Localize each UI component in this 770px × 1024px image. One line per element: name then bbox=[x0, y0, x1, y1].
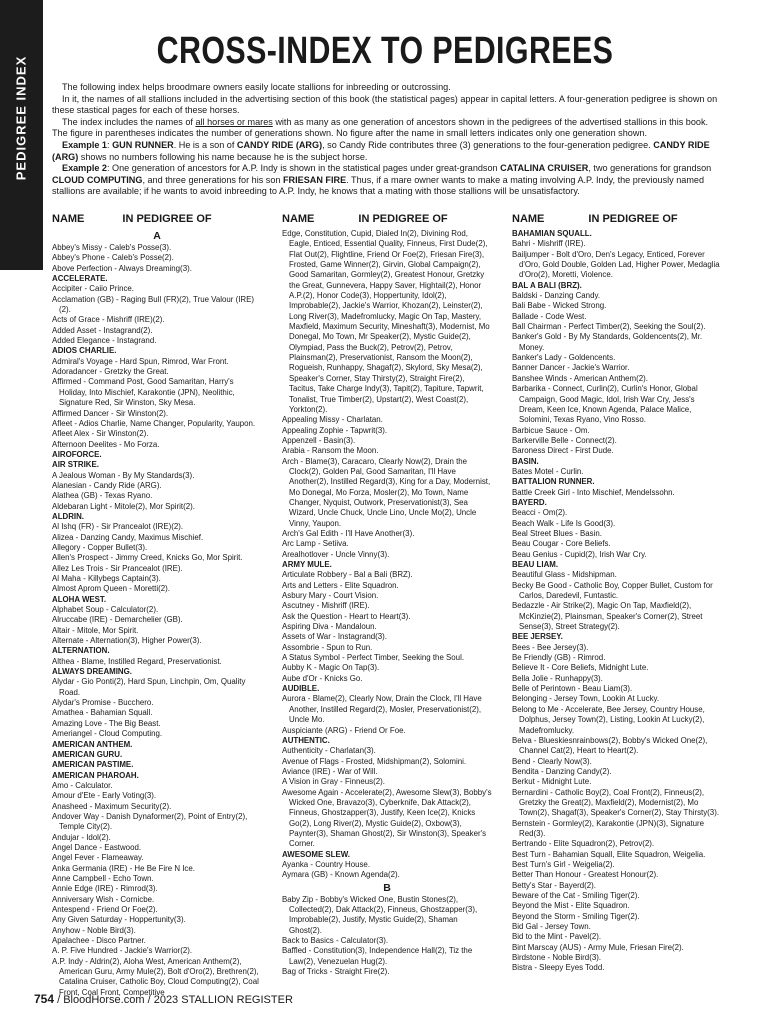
index-entry: Amazing Love - The Big Beast. bbox=[52, 718, 161, 728]
index-entry: Bint Marscay (AUS) - Army Mule, Friesan Fire(2). bbox=[512, 942, 684, 952]
index-entry: Ayanka - Country House. bbox=[282, 859, 371, 869]
index-entry: Banker's Gold - By My Standards, Goldencents(2), Mr. Money. bbox=[512, 332, 703, 352]
index-entry: Bid Gal - Jersey Town. bbox=[512, 922, 591, 932]
index-entry: A. P. Five Hundred - Jackie's Warrior(2). bbox=[52, 946, 193, 956]
index-entry: Bailjumper - Bolt d'Oro, Den's Legacy, Enticed, Forever d'Oro, Gold Double, Golden Lad, Higher Power, Medaglia d'Oro(2), Moretti, Violence. bbox=[512, 249, 720, 280]
entry-list bbox=[282, 229, 492, 977]
index-entry: Beau Genius - Cupid(2), Irish War Cry. bbox=[512, 549, 647, 559]
index-entry: Beal Street Blues - Basin. bbox=[512, 528, 602, 538]
page-number: 754 bbox=[34, 992, 55, 1006]
index-entry: Alydar's Promise - Bucchero. bbox=[52, 698, 154, 708]
index-entry: Baby Zip - Bobby's Wicked One, Bustin Stones(2), Collected(2), Dak Attack(2), Finneus, Ghostzapper(3), Improbable(2), Justify, Mystic Guide(2), Shaman Ghost(2). bbox=[282, 894, 478, 935]
index-entry: Bali Babe - Wicked Strong. bbox=[512, 301, 607, 311]
index-entry: Accipiter - Caiio Prince. bbox=[52, 284, 135, 294]
example-horse: CANDY RIDE (ARG) bbox=[52, 139, 710, 162]
index-entry: Aldebaran Light - Mitole(2), Mor Spirit(2). bbox=[52, 501, 195, 511]
index-entry: Bend - Clearly Now(3). bbox=[512, 756, 592, 766]
index-entry: Aymara (GB) - Known Agenda(2). bbox=[282, 870, 400, 880]
stallion-entry: AUDIBLE. bbox=[282, 684, 320, 694]
index-entry: Arts and Letters - Elite Squadron. bbox=[282, 580, 399, 590]
index-entry: Al Ishq (FR) - Sir Prancealot (IRE)(2). bbox=[52, 522, 184, 532]
intro-text-span: , two generations for grandson bbox=[588, 163, 712, 174]
index-entry: Any Given Saturday - Hoppertunity(3). bbox=[52, 915, 186, 925]
index-column-1 bbox=[52, 214, 262, 998]
index-entry: Annie Edge (IRE) - Rimrod(3). bbox=[52, 884, 158, 894]
index-entry: Beyond the Mist - Elite Squadron. bbox=[512, 901, 630, 911]
index-entry: Be Friendly (GB) - Rimrod. bbox=[512, 653, 606, 663]
intro-text-span: : One generation of ancestors for A.P. Indy is shown in the statistical pages under great-grandson bbox=[107, 163, 501, 174]
index-entry: Affirmed - Command Post, Good Samaritan, Harry's Holiday, Into Mischief, Karakontie (JPN), Neolithic, Signature Red, Sir Winston, Sky Mesa. bbox=[52, 377, 235, 408]
stallion-entry: AWESOME SLEW. bbox=[282, 849, 350, 859]
index-entry: Beach Walk - Life Is Good(3). bbox=[512, 518, 616, 528]
index-entry: Banshee Winds - American Anthem(2). bbox=[512, 373, 648, 383]
stallion-entry: ALDRIN. bbox=[52, 511, 84, 521]
index-entry: Almost Aprom Queen - Moretti(2). bbox=[52, 584, 170, 594]
example-horse: CANDY RIDE (ARG) bbox=[236, 139, 323, 150]
intro-paragraph-2: In it, the names of all stallions included in the advertising section of this book (the statistical pages) appear in capital letters. A four-generation pedigree is shown on these stastical pages for each of these horses. bbox=[52, 93, 718, 116]
stallion-entry: ADIOS CHARLIE. bbox=[52, 346, 117, 356]
index-entry: Baroness Direct - First Dude. bbox=[512, 446, 614, 456]
footer-site: BloodHorse.com bbox=[63, 994, 145, 1006]
index-entry: Arealhotlover - Uncle Vinny(3). bbox=[282, 549, 390, 559]
index-entry: Added Asset - Instagrand(2). bbox=[52, 325, 153, 335]
example-label: Example 1 bbox=[62, 139, 107, 150]
index-entry: Belle of Perintown - Beau Liam(3). bbox=[512, 684, 633, 694]
index-entry: Anasheed - Maximum Security(2). bbox=[52, 801, 172, 811]
page-title: CROSS-INDEX TO PEDIGREES bbox=[156, 30, 614, 72]
index-entry: Alruccabe (IRE) - Demarchelier (GB). bbox=[52, 615, 183, 625]
stallion-entry: ALWAYS DREAMING. bbox=[52, 667, 132, 677]
index-entry: Antespend - Friend Or Foe(2). bbox=[52, 905, 158, 914]
index-entry: Bid to the Mint - Pavel(2). bbox=[512, 932, 602, 942]
stallion-entry: BATTALION RUNNER. bbox=[512, 477, 595, 487]
column-header bbox=[512, 214, 722, 229]
index-entry: Acts of Grace - Mishriff (IRE)(2). bbox=[52, 315, 165, 325]
column-header bbox=[282, 214, 492, 229]
index-entry: Alydar - Gio Ponti(2), Hard Spun, Linchpin, Om, Quality Road. bbox=[52, 677, 246, 697]
index-entry: Aube d'Or - Knicks Go. bbox=[282, 673, 363, 683]
index-entry: Barbicue Sauce - Om. bbox=[512, 425, 590, 435]
intro-text-span: , so Candy Ride contributes three (3) generations to the four-generation pedigree. bbox=[322, 139, 654, 150]
footer-separator: / bbox=[144, 994, 154, 1006]
intro-text-span: : bbox=[107, 139, 113, 150]
index-entry: Bag of Tricks - Straight Fire(2). bbox=[282, 967, 390, 977]
index-entry: Appenzell - Basin(3). bbox=[282, 435, 356, 445]
index-entry: Altair - Mitole, Mor Spirit. bbox=[52, 625, 139, 635]
index-entry: Asbury Mary - Court Vision. bbox=[282, 591, 379, 601]
index-entry: Bendita - Danzing Candy(2). bbox=[512, 766, 612, 776]
index-entry: Afleet Alex - Sir Winston(2). bbox=[52, 429, 149, 439]
index-entry: Amathea - Bahamian Squall. bbox=[52, 708, 153, 718]
index-entry: Best Turn - Bahamian Squall, Elite Squadron, Weigelia. bbox=[512, 849, 706, 859]
index-entry: Aspiring Diva - Mandaloun. bbox=[282, 622, 377, 632]
index-entry: Ascutney - Mishriff (IRE). bbox=[282, 601, 370, 611]
index-entry: Afternoon Deelites - Mo Forza. bbox=[52, 439, 160, 449]
example-horse: FRIESAN FIRE bbox=[282, 174, 347, 185]
index-entry: Belonging - Jersey Town, Lookin At Lucky. bbox=[512, 694, 660, 704]
index-entry: Alternate - Alternation(3), Higher Power(3). bbox=[52, 636, 202, 646]
index-entry: Appealing Zophie - Tapwrit(3). bbox=[282, 425, 388, 435]
index-entry: Auspiciante (ARG) - Friend Or Foe. bbox=[282, 725, 406, 735]
index-entry: Back to Basics - Calculator(3). bbox=[282, 936, 389, 946]
index-entry: Barkerville Belle - Connect(2). bbox=[512, 435, 617, 445]
index-entry: Admiral's Voyage - Hard Spun, Rimrod, War Front. bbox=[52, 356, 229, 366]
index-entry: Beyond the Storm - Smiling Tiger(2). bbox=[512, 911, 640, 921]
intro-text-span: . He is a son of bbox=[173, 139, 237, 150]
index-entry: Anyhow - Noble Bird(3). bbox=[52, 925, 136, 935]
index-entry: Barbarika - Connect, Curlin(2), Curlin's Honor, Global Campaign, Good Magic, Idol, Irish War Cry, Jess's Dream, Keen Ice, Known Agenda, Palace Malice, Solomini, Texas Ryano, Vino Rosso. bbox=[512, 384, 698, 425]
section-tab-label: PEDIGREE INDEX bbox=[13, 55, 29, 181]
example-horse: CLOUD COMPUTING bbox=[52, 174, 143, 185]
index-entry: Believe It - Core Beliefs, Midnight Lute. bbox=[512, 663, 649, 673]
intro-example-1 bbox=[52, 140, 722, 163]
stallion-entry: ALTERNATION. bbox=[52, 646, 110, 656]
index-entry: Andujar - Idol(2). bbox=[52, 832, 111, 842]
intro-text bbox=[52, 82, 722, 198]
header-pedigree: IN PEDIGREE OF bbox=[122, 213, 212, 225]
stallion-entry: ACCELERATE. bbox=[52, 274, 108, 284]
index-entry: Bistra - Sleepy Eyes Todd. bbox=[512, 963, 605, 973]
stallion-entry: AUTHENTIC. bbox=[282, 735, 330, 745]
index-entry: Allegory - Copper Bullet(3). bbox=[52, 542, 148, 552]
index-entry: Alphabet Soup - Calculator(2). bbox=[52, 605, 159, 615]
intro-text-span: , and three generations for his son bbox=[142, 174, 283, 185]
index-entry: Afleet - Adios Charlie, Name Changer, Popularity, Yaupon. bbox=[52, 418, 256, 428]
intro-text-span: shows no numbers following his name because he is the subject horse. bbox=[78, 151, 368, 162]
index-entry: Beware of the Cat - Smiling Tiger(2). bbox=[512, 891, 640, 900]
index-entry: Avenue of Flags - Frosted, Midshipman(2), Solomini. bbox=[282, 756, 467, 766]
intro-underline: all horses or mares bbox=[195, 116, 273, 127]
index-entry: Angel Dance - Eastwood. bbox=[52, 842, 142, 852]
section-tab bbox=[0, 0, 43, 270]
stallion-entry: AMERICAN GURU. bbox=[52, 749, 123, 759]
entry-list bbox=[512, 229, 722, 974]
index-column-3 bbox=[512, 214, 722, 974]
index-entry: A Vision in Gray - Finneus(2). bbox=[282, 777, 385, 787]
index-entry: Battle Creek Girl - Into Mischief, Mendelssohn. bbox=[512, 487, 675, 497]
index-entry: Beautiful Glass - Midshipman. bbox=[512, 570, 617, 580]
index-entry: Alizea - Danzing Candy, Maximus Mischief. bbox=[52, 532, 204, 542]
index-entry: Andover Way - Danish Dynaformer(2), Point of Entry(2), Temple City(2). bbox=[52, 811, 248, 832]
index-entry: Baldski - Danzing Candy. bbox=[512, 291, 601, 301]
index-entry: Becky Be Good - Catholic Boy, Copper Bullet, Custom for Carlos, Daredevil, Funtastic. bbox=[512, 580, 713, 601]
index-entry: Aubby K - Magic On Tap(3). bbox=[282, 663, 380, 673]
index-entry: Alathea (GB) - Texas Ryano. bbox=[52, 491, 153, 501]
index-entry: Aviance (IRE) - War of Will. bbox=[282, 766, 378, 776]
index-entry: Abbey's Missy - Caleb's Posse(3). bbox=[52, 243, 172, 252]
index-entry: Al Maha - Killybegs Captain(3). bbox=[52, 574, 161, 583]
header-name: NAME bbox=[52, 213, 85, 225]
stallion-entry: AMERICAN ANTHEM. bbox=[52, 739, 133, 749]
stallion-entry: BEAU LIAM. bbox=[512, 560, 559, 569]
index-entry: Berkut - Midnight Lute. bbox=[512, 777, 592, 787]
index-entry: Allen's Prospect - Jimmy Creed, Knicks Go, Mor Spirit. bbox=[52, 553, 243, 563]
stallion-entry: ARMY MULE. bbox=[282, 560, 332, 569]
stallion-entry: BAL A BALI (BRZ). bbox=[512, 280, 582, 290]
index-entry: A.P. Indy - Aldrin(2), Aloha West, American Anthem(2), American Guru, Army Mule(2), Bolt d'Oro(2), Brethren(2), Catalina Cruiser, Catholic Boy, Cloud Computing(2), Coal Front, Coal Front, Competitive bbox=[52, 956, 259, 997]
index-entry: Abbey's Phone - Caleb's Posse(2). bbox=[52, 253, 174, 263]
header-pedigree: IN PEDIGREE OF bbox=[358, 213, 448, 225]
index-entry: Best Turn's Girl - Weigelia(2). bbox=[512, 859, 615, 869]
index-entry: Bernstein - Gormley(2), Karakontie (JPN)(3), Signature Red(3). bbox=[512, 818, 705, 838]
index-entry: Banker's Lady - Goldencents. bbox=[512, 353, 616, 363]
index-entry: Ballade - Code West. bbox=[512, 311, 587, 321]
stallion-entry: BAHAMIAN SQUALL. bbox=[512, 229, 592, 238]
index-entry: Amour d'Ete - Early Voting(3). bbox=[52, 791, 157, 801]
stallion-entry: BASIN. bbox=[512, 456, 539, 466]
column-header bbox=[52, 214, 262, 229]
index-entry: Beacci - Om(2). bbox=[512, 508, 568, 518]
index-entry: Amo - Calculator. bbox=[52, 780, 113, 790]
index-entry: Affirmed Dancer - Sir Winston(2). bbox=[52, 408, 169, 418]
intro-text-span: The index includes the names of bbox=[62, 116, 196, 127]
index-entry: Bedazzle - Air Strike(2), Magic On Tap, Maxfield(2), McKinzie(2), Plainsman, Speaker's Corner(2), Street Sense(3), Street Strategy(2). bbox=[512, 601, 703, 632]
index-entry: Added Elegance - Instagrand. bbox=[52, 336, 157, 346]
index-entry: Bertrando - Elite Squadron(2), Petrov(2). bbox=[512, 839, 655, 849]
index-entry: Anne Campbell - Echo Town. bbox=[52, 873, 154, 883]
index-entry: Acclamation (GB) - Raging Bull (FR)(2), True Valour (IRE)(2). bbox=[52, 294, 254, 315]
index-entry: Beau Cougar - Core Beliefs. bbox=[512, 539, 611, 549]
index-entry: Assets of War - Instagrand(3). bbox=[282, 632, 387, 642]
intro-paragraph-1: The following index helps broodmare owners easily locate stallions for inbreeding or outcrossing. bbox=[62, 82, 451, 92]
intro-text-span: with as many as one generation of ancestors shown in the pedigrees of the advertised stallions in this book. The figure in parentheses indicates the number of generations shown. No figure after the name in small letters indicates only one generation shown. bbox=[52, 116, 709, 139]
index-entry: Banner Dancer - Jackie's Warrior. bbox=[512, 363, 630, 373]
index-entry: Allez Les Trois - Sir Prancealot (IRE). bbox=[52, 563, 183, 573]
index-entry: Above Perfection - Always Dreaming(3). bbox=[52, 263, 192, 273]
intro-example-2 bbox=[52, 163, 722, 198]
index-entry: Arc Lamp - Setiiva. bbox=[282, 539, 349, 549]
index-entry: Althea - Blame, Instilled Regard, Preservationist. bbox=[52, 656, 222, 666]
index-entry: Belva - Blueskiesnrainbows(2), Bobby's Wicked One(2), Channel Cat(2), Heart to Heart(2). bbox=[512, 735, 708, 756]
stallion-entry: AIROFORCE. bbox=[52, 449, 102, 459]
index-entry: Edge, Constitution, Cupid, Dialed In(2), Divining Rod, Eagle, Enticed, Essential Quality, Finneus, First Dude(2), Flat Out(2), Flightline, Friend Or Foe(2), Friesan Fire(3), Frosted, Game Winner(2), Girvin, Global Campaign(2), Good Samaritan, Gormley(2), Greatest Honour, Gretzky the Great, Gunnevera, Happy Saver, Hightail(2), Honor A.P.(2), Honor Code(3), Hoppertunity, Idol(2), Improbable(2), Jackie's Warrior, Khozan(2), Leinster(2), Long River(3), Madefromlucky, Magic On Tap, Mastery, Maxfield, Maximum Security, Mineshaft(3), Modernist, Mo Donegal, Mo Town, Mr Speaker(2), Mystic Guide(2), Olympiad, Pass the Buck(2), Petrov(2), Petrov, Plainsman(2), Preservationist, Ransom the Moon(2), Rogueish, Runhappy, Shagaf(2), Skylord, Sky Mesa(2), Speaker's Corner, Stay Thirsty(2), Straight Fire(2), Tacitus, Take Charge Indy(3), Tapit(2), Tapiture, Tapwrit, Tonalist, True Timber(2), Upstart(2), West Coast(2), Yorkton(2). bbox=[282, 229, 490, 414]
index-entry: Arch - Blame(3), Caracaro, Clearly Now(2), Drain the Clock(2), Golden Pal, Good Samaritan, I'll Have Another(2), Instilled Regard(3), King for a Day, Modernist, Mo Donegal, Mo Forza, Mosler(2), Mo Town, Name Changer, Nyquist, Outwork, Preservationist(3), Sea Wizard, Uncle Chuck, Uncle Lino, Uncle Mo(2), Uncle Vinny, Yaupon. bbox=[282, 456, 491, 528]
index-column-2 bbox=[282, 214, 492, 977]
index-entry: Ball Chairman - Perfect Timber(2), Seeking the Soul(2). bbox=[512, 322, 706, 332]
entry-list bbox=[52, 230, 262, 998]
stallion-entry: AMERICAN PHAROAH. bbox=[52, 770, 139, 780]
page-footer bbox=[34, 992, 293, 1006]
intro-text-span: . Thus, if a mare owner wants to make a mating involving A.P. Indy, the previously named stallions are available; if he wants to avoid inbreeding to A.P. Indy, he knows that a mating with those stallions will be unsatisfactory. bbox=[52, 174, 705, 197]
intro-paragraph-3 bbox=[52, 117, 722, 140]
header-pedigree: IN PEDIGREE OF bbox=[588, 213, 678, 225]
index-entry: Apalachee - Disco Partner. bbox=[52, 936, 146, 946]
index-entry: Belong to Me - Accelerate, Bee Jersey, Country House, Dolphus, Jersey Town(2), Listing, Lookin At Lucky(2), Madefromlucky. bbox=[512, 704, 705, 735]
header-name: NAME bbox=[282, 213, 315, 225]
index-entry: Arch's Gal Edith - I'll Have Another(3). bbox=[282, 528, 415, 538]
index-entry: Better Than Honour - Greatest Honour(2). bbox=[512, 870, 659, 880]
index-entry: Arabia - Ransom the Moon. bbox=[282, 446, 379, 456]
example-label: Example 2 bbox=[62, 163, 107, 174]
stallion-entry: AMERICAN PASTIME. bbox=[52, 760, 134, 770]
example-horse: GUN RUNNER bbox=[112, 139, 174, 150]
section-letter: A bbox=[153, 230, 161, 242]
index-entry: Bees - Bee Jersey(3). bbox=[512, 642, 589, 652]
index-entry: A Jealous Woman - By My Standards(3). bbox=[52, 470, 195, 480]
index-entry: Baffled - Constitution(3), Independence Hall(2), Tiz the Law(2), Venezuelan Hug(2). bbox=[282, 946, 473, 966]
index-entry: Betty's Star - Bayerd(2). bbox=[512, 880, 596, 890]
index-entry: Awesome Again - Accelerate(2), Awesome Slew(3), Bobby's Wicked One, Bravazo(3), Cyberknife, Dak Attack(2), Finneus, Ghostzapper(3), Justify, Keen Ice(2), Knicks Go(2), Long River(2), Mystic Guide(2), Oxbow(3), Paynter(3), Shaman Ghost(2), Sir Winston(3), Speaker's Corner. bbox=[282, 787, 492, 849]
header-name: NAME bbox=[512, 213, 545, 225]
index-entry: Appealing Missy - Charlatan. bbox=[282, 415, 383, 425]
index-entry: Assombrie - Spun to Run. bbox=[282, 642, 373, 652]
index-entry: Adoradancer - Gretzky the Great. bbox=[52, 367, 169, 377]
index-entry: Anka Germania (IRE) - He Be Fire N Ice. bbox=[52, 863, 195, 873]
index-entry: Authenticity - Charlatan(3). bbox=[282, 746, 376, 756]
index-entry: Bernardini - Catholic Boy(2), Coal Front(2), Finneus(2), Gretzky the Great(2), Maxfield(2), Modernist(2), Mo Town(2), Shagaf(3), Speaker's Corner(2), Stay Thirsty(3). bbox=[512, 787, 720, 818]
example-horse: CATALINA CRUISER bbox=[500, 163, 589, 174]
stallion-entry: ALOHA WEST. bbox=[52, 594, 107, 604]
index-entry: Aurora - Blame(2), Clearly Now, Drain the Clock, I'll Have Another, Instilled Regard(2), Mosler, Preservationist(2), Uncle Mo. bbox=[282, 694, 482, 725]
stallion-entry: BAYERD. bbox=[512, 497, 547, 507]
index-entry: Ameriangel - Cloud Computing. bbox=[52, 729, 163, 739]
index-entry: Alanesian - Candy Ride (ARG). bbox=[52, 480, 162, 490]
index-entry: Bates Motel - Curlin. bbox=[512, 466, 584, 476]
index-entry: Bahri - Mishriff (IRE). bbox=[512, 239, 586, 249]
index-entry: Anniversary Wish - Cornicbe. bbox=[52, 894, 155, 904]
section-letter: B bbox=[383, 881, 391, 894]
index-entry: Ask the Question - Heart to Heart(3). bbox=[282, 611, 411, 621]
footer-book: 2023 STALLION REGISTER bbox=[153, 994, 293, 1006]
index-entry: Articulate Robbery - Bal a Bali (BRZ). bbox=[282, 570, 413, 580]
index-entry: Angel Fever - Flameaway. bbox=[52, 853, 144, 863]
footer-separator: / bbox=[54, 994, 64, 1006]
index-entry: A Status Symbol - Perfect Timber, Seeking the Soul. bbox=[282, 653, 465, 663]
index-entry: Bella Jolie - Runhappy(3). bbox=[512, 673, 603, 683]
stallion-entry: BEE JERSEY. bbox=[512, 632, 563, 642]
stallion-entry: AIR STRIKE. bbox=[52, 460, 99, 470]
index-entry: Birdstone - Noble Bird(3). bbox=[512, 953, 602, 963]
